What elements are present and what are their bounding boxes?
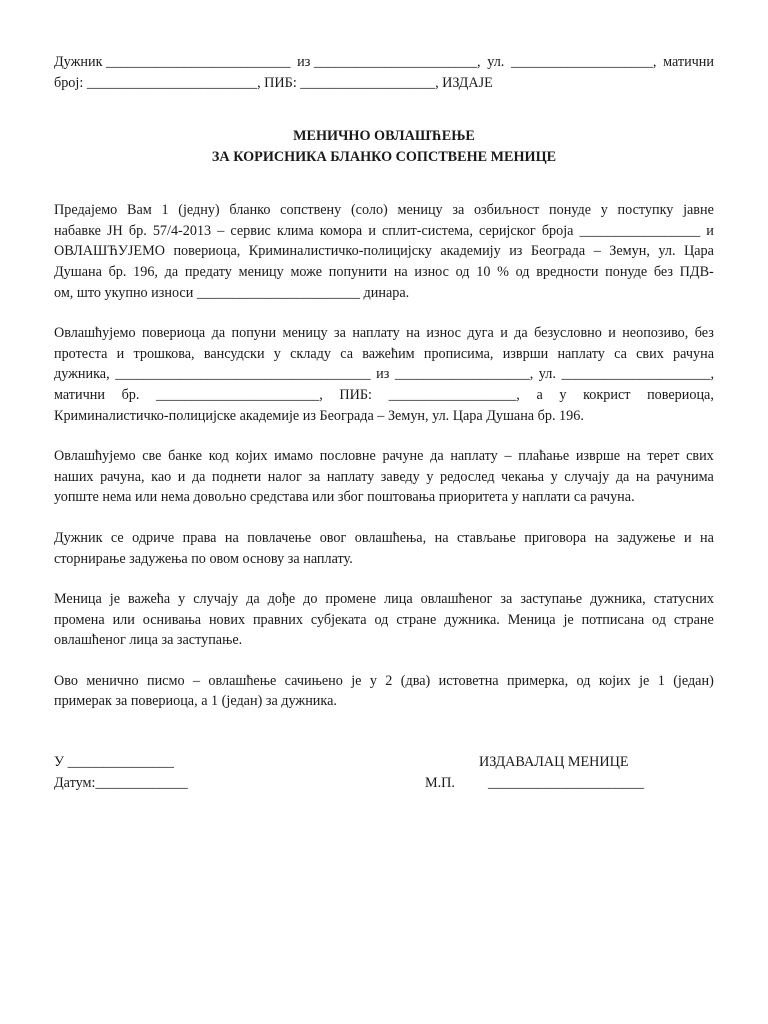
header-line-2: број: ________________________, ПИБ: ___________________, ИЗДАЈЕ — [54, 74, 493, 91]
word: наших — [54, 468, 94, 485]
word: је — [563, 611, 574, 628]
word: од — [515, 263, 530, 280]
word: дужника, — [590, 591, 646, 608]
word: попуни — [231, 325, 277, 342]
word: наплату — [450, 448, 498, 465]
word: субјеката — [310, 611, 367, 628]
word: – — [593, 243, 601, 260]
word: истоветна — [438, 672, 499, 689]
word: 1 — [657, 672, 665, 689]
word: Овлашћујемо — [54, 325, 136, 342]
word: на — [393, 263, 408, 280]
word: безусловно — [534, 325, 602, 342]
word: понуде — [605, 263, 648, 280]
word: је — [351, 672, 362, 689]
word: изврше — [575, 448, 621, 465]
word: и — [500, 325, 508, 342]
word: бланко — [229, 202, 271, 219]
word: права — [182, 529, 217, 546]
word: свих — [686, 448, 714, 465]
paragraph-line — [54, 344, 714, 365]
word: статусних — [653, 591, 714, 608]
word: на — [635, 468, 650, 485]
word: као — [151, 468, 172, 485]
word: од — [374, 611, 389, 628]
word: којих — [235, 448, 268, 465]
word: да — [514, 325, 528, 342]
word: 196, — [133, 263, 158, 280]
word: матични — [54, 386, 105, 403]
word: дуга — [467, 325, 494, 342]
paragraph-line: сторнирање задужења по овом основу за наплату. — [54, 550, 353, 567]
word: Предајемо — [54, 202, 118, 219]
word: стављање — [456, 529, 516, 546]
paragraph-banks — [54, 446, 714, 508]
word: _________________ — [579, 222, 701, 239]
word: Београда — [530, 243, 586, 260]
word: ____________________________________ — [115, 366, 371, 383]
header-segment: матични — [663, 54, 714, 70]
word: терет — [647, 448, 680, 465]
word: (један) — [673, 672, 714, 689]
word: предату — [184, 263, 232, 280]
document-page — [54, 52, 714, 712]
place-field: У _______________ — [54, 754, 174, 770]
word: писмо — [147, 672, 185, 689]
word: 1 — [161, 202, 169, 219]
word: сачињено — [284, 672, 343, 689]
word: ул. — [658, 243, 676, 260]
word: и — [368, 222, 376, 239]
word: се — [110, 529, 124, 546]
word: изврши — [502, 345, 549, 362]
word: случају — [193, 591, 239, 608]
word: промене — [325, 591, 377, 608]
word: за — [452, 202, 465, 219]
word: важећа — [128, 591, 171, 608]
word: правних — [252, 611, 303, 628]
word: попунити — [328, 263, 388, 280]
word: трошкова, — [133, 345, 195, 362]
header-segment: ул. — [487, 54, 505, 70]
paragraph-line — [54, 446, 714, 467]
word: промена — [54, 611, 105, 628]
word: је — [639, 672, 650, 689]
paragraph-line: овлашћеног лица за заступање. — [54, 632, 243, 649]
word: рачуна, — [100, 468, 145, 485]
word: редослед — [439, 468, 495, 485]
word: кокрист — [583, 386, 631, 403]
word: потписана — [581, 611, 645, 628]
word: нових — [208, 611, 246, 628]
paragraph-validity — [54, 589, 714, 651]
word: повериоца — [141, 325, 206, 342]
word: овлашћење — [208, 672, 277, 689]
paragraph-waiver — [54, 528, 714, 569]
word: Цара — [684, 243, 714, 260]
word: и — [177, 468, 186, 485]
word: ОВЛАШЋУЈЕМО — [54, 243, 165, 260]
word: дужника. — [444, 611, 500, 628]
word: меницу — [238, 263, 284, 280]
word: серијског — [478, 222, 536, 239]
word: и — [116, 345, 125, 362]
word: у — [550, 468, 558, 485]
word: да — [191, 468, 206, 485]
paragraph-line — [54, 467, 714, 488]
word: неопозиво, — [622, 325, 689, 342]
word: од — [576, 672, 591, 689]
stamp-label: М.П. — [425, 775, 455, 791]
word: може — [290, 263, 323, 280]
word: ул. — [538, 366, 556, 383]
word: без — [653, 263, 673, 280]
word: из — [509, 243, 523, 260]
word: стране — [396, 611, 437, 628]
word: у — [426, 468, 434, 485]
word: за — [500, 591, 513, 608]
word: рачунима — [656, 468, 714, 485]
paragraph-line — [54, 385, 714, 406]
word: на — [699, 529, 714, 546]
document-title: МЕНИЧНО ОВЛАШЋЕЊЕ — [293, 128, 475, 145]
word: поднети — [212, 468, 262, 485]
word: бр. — [128, 222, 147, 239]
word: заведу — [380, 468, 420, 485]
word: Земун, — [609, 243, 650, 260]
word: без — [694, 325, 714, 342]
word: банке — [168, 448, 203, 465]
word: Овлашћујемо — [54, 448, 136, 465]
word: одриче — [132, 529, 175, 546]
paragraph-line — [54, 610, 714, 631]
word: на — [224, 529, 239, 546]
word: у — [559, 386, 567, 403]
word: лица — [384, 591, 413, 608]
header-segment: Дужник __________________________ — [54, 54, 291, 70]
word: или — [112, 611, 135, 628]
word: приговора — [524, 529, 587, 546]
word: 57/4-2013 — [152, 222, 212, 239]
word: је — [109, 591, 121, 608]
word: задужење — [616, 529, 676, 546]
paragraph-line — [54, 200, 714, 221]
word: стране — [673, 611, 714, 628]
word: овлашћења, — [354, 529, 427, 546]
word: све — [142, 448, 162, 465]
word: сплит-система, — [381, 222, 473, 239]
word: са — [340, 345, 354, 362]
word: да — [211, 325, 226, 342]
paragraph-handover — [54, 200, 714, 303]
word: којих — [598, 672, 631, 689]
word: озбиљност — [473, 202, 540, 219]
word: на — [594, 529, 609, 546]
word: 2 — [385, 672, 393, 689]
word: из — [376, 366, 390, 383]
paragraph-line — [54, 221, 714, 242]
word: академију — [440, 243, 501, 260]
signature-line: ______________________ — [488, 775, 645, 791]
word: сервис — [230, 222, 271, 239]
word: и — [608, 325, 616, 342]
word: понуде — [549, 202, 592, 219]
word: имамо — [274, 448, 313, 465]
word: повериоца, — [647, 386, 714, 403]
word: за — [334, 325, 346, 342]
word: Меница — [507, 611, 556, 628]
word: повериоца, — [173, 243, 241, 260]
word: наплату — [557, 345, 605, 362]
word: бр. — [108, 263, 127, 280]
word: са — [614, 345, 627, 362]
word: броја — [541, 222, 574, 239]
word: клима — [276, 222, 314, 239]
word: овлашћеног — [420, 591, 493, 608]
word: (соло) — [350, 202, 388, 219]
word: (два) — [400, 672, 431, 689]
word: Дужник — [54, 529, 103, 546]
word: – — [504, 448, 512, 465]
word: % — [497, 263, 509, 280]
word: рачуна — [673, 345, 714, 362]
word: поступку — [617, 202, 674, 219]
word: сопствену — [280, 202, 342, 219]
paragraph-copies — [54, 671, 714, 712]
paragraph-line — [54, 241, 714, 262]
word: повлачење — [247, 529, 312, 546]
paragraph-line — [54, 528, 714, 549]
word: (једну) — [178, 202, 220, 219]
word: јавне — [683, 202, 714, 219]
word: у — [178, 591, 186, 608]
word: примерка, — [506, 672, 569, 689]
word: – — [192, 672, 201, 689]
word: и — [683, 529, 692, 546]
word: Ово — [54, 672, 78, 689]
word: __________________, — [388, 386, 520, 403]
word: вансудски — [203, 345, 265, 362]
word: Душана — [54, 263, 102, 280]
word: плаћање — [518, 448, 570, 465]
paragraph-line — [54, 323, 714, 344]
word: на — [434, 529, 449, 546]
word: протеста — [54, 345, 108, 362]
word: ПИБ: — [339, 386, 372, 403]
word: _______________________, — [156, 386, 323, 403]
word: наплату — [352, 325, 400, 342]
word: случају — [564, 468, 610, 485]
paragraph-line — [54, 262, 714, 283]
word: износ — [414, 263, 449, 280]
word: у — [369, 672, 377, 689]
word: меницу — [282, 325, 328, 342]
paragraph-line: ом, што укупно износи _______________________ динара. — [54, 284, 410, 301]
word: овог — [319, 529, 347, 546]
word: свих — [636, 345, 664, 362]
word: у — [600, 202, 608, 219]
word: 10 — [476, 263, 491, 280]
word: за — [308, 468, 321, 485]
word: код — [208, 448, 229, 465]
word: менично — [86, 672, 139, 689]
paragraph-line — [54, 589, 714, 610]
word: наплату — [326, 468, 375, 485]
word: ЈН — [107, 222, 123, 239]
word: пословне — [319, 448, 376, 465]
word: да — [164, 263, 179, 280]
word: ___________________, — [394, 366, 534, 383]
word: бр. — [121, 386, 140, 403]
word: од — [652, 611, 666, 628]
word: заступање — [520, 591, 583, 608]
document-subtitle: ЗА КОРИСНИКА БЛАНКО СОПСТВЕНЕ МЕНИЦЕ — [211, 149, 557, 166]
word: оснивања — [142, 611, 202, 628]
paragraph-line: уопште нема или нема довољно средстава или због поштовања приоритета у наплати са рачуна. — [54, 489, 635, 506]
paragraph-line: примерак за повериоца, а 1 (један) за дужника. — [54, 693, 337, 710]
word: вредности — [536, 263, 599, 280]
paragraph-line — [54, 671, 714, 692]
word: да — [615, 468, 630, 485]
word: _____________________, — [561, 366, 714, 383]
word: Вам — [126, 202, 152, 219]
word: меницу — [397, 202, 443, 219]
paragraph-line — [54, 364, 714, 385]
word: прописима, — [423, 345, 494, 362]
word: а — [536, 386, 543, 403]
word: Меница — [54, 591, 102, 608]
date-field: Датум:_____________ — [54, 775, 188, 791]
issuer-label: ИЗДАВАЛАЦ МЕНИЦЕ — [479, 754, 629, 770]
word: да — [246, 591, 260, 608]
paragraph-authorization — [54, 323, 714, 426]
word: и — [706, 222, 714, 239]
word: да — [430, 448, 444, 465]
word: набавке — [54, 222, 101, 239]
word: важећим — [362, 345, 415, 362]
word: – — [217, 222, 225, 239]
header-line-1 — [54, 52, 714, 73]
word: до — [303, 591, 318, 608]
word: дође — [267, 591, 296, 608]
word: на — [626, 448, 641, 465]
header-segment: ____________________, — [510, 54, 657, 70]
word: складу — [290, 345, 331, 362]
word: ПДВ- — [679, 263, 714, 280]
word: од — [455, 263, 470, 280]
word: чекања — [501, 468, 545, 485]
word: износ — [426, 325, 461, 342]
word: налог — [267, 468, 302, 485]
word: Криминалистичко-полицијску — [248, 243, 432, 260]
paragraph-line: Криминалистичко-полицијске академије из Београда – Земун, ул. Цара Душана бр. 196. — [54, 407, 584, 424]
word: дужника, — [54, 366, 110, 383]
word: у — [273, 345, 281, 362]
word: комора — [319, 222, 363, 239]
word: рачуне — [382, 448, 424, 465]
word: на — [406, 325, 421, 342]
header-segment: из _______________________, — [297, 54, 481, 70]
